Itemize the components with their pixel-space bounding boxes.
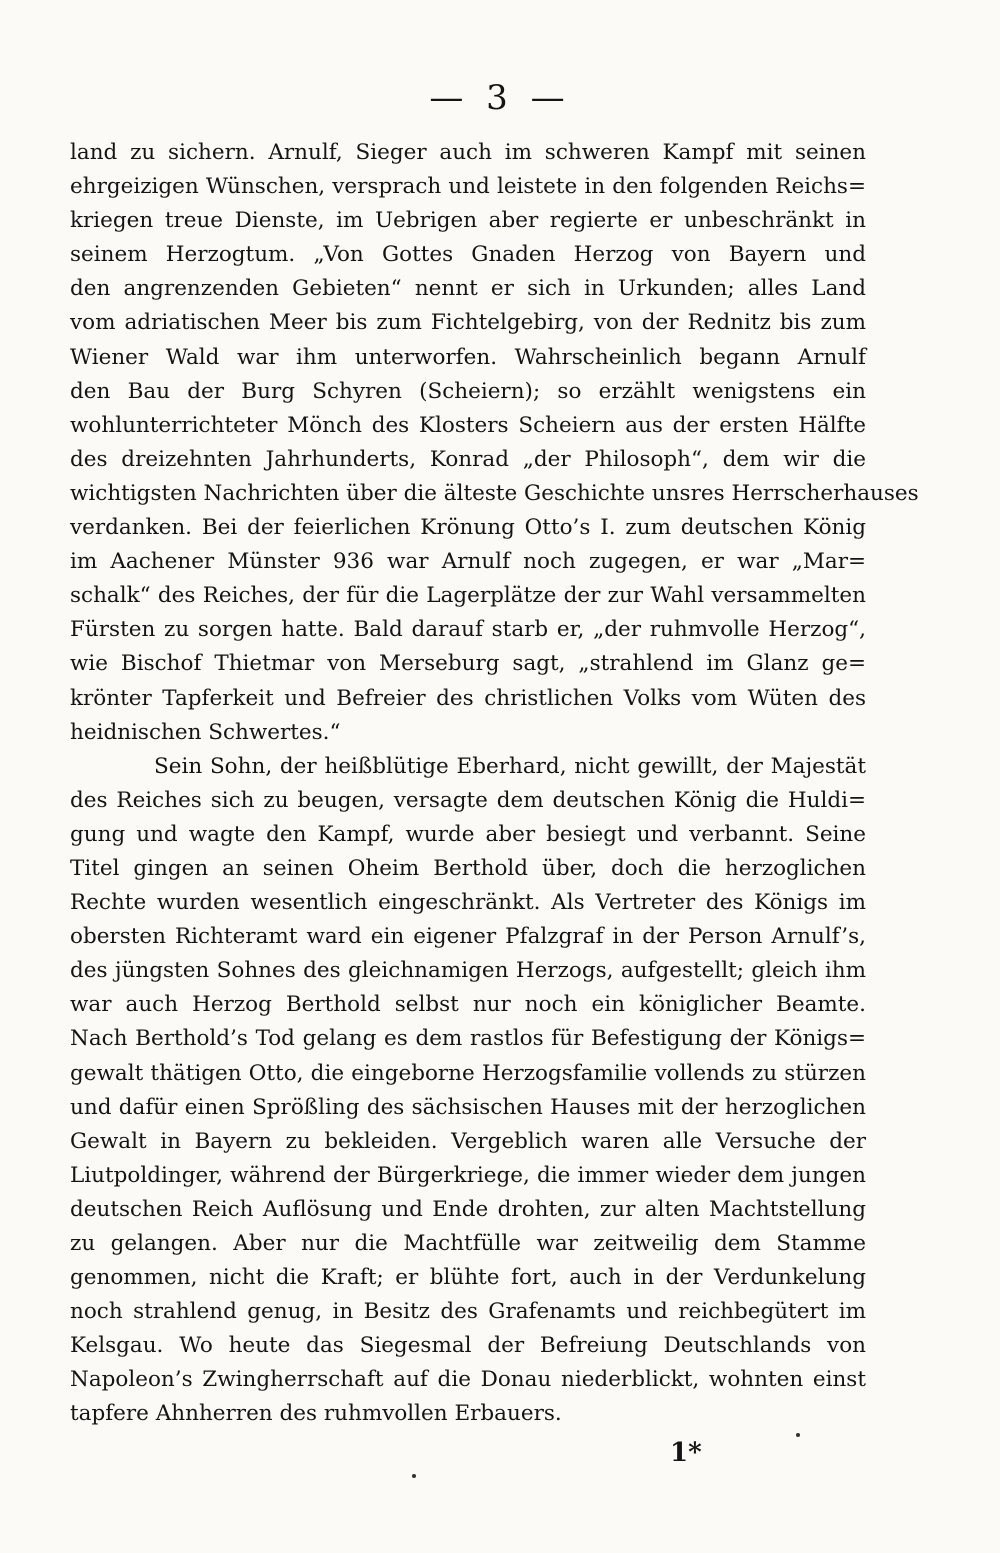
text-line: Kelsgau. Wo heute das Siegesmal der Befreiung Deutschlands von: [70, 1333, 866, 1359]
text-line: des Reiches sich zu beugen, versagte dem deutschen König die Huldi=: [70, 787, 866, 813]
text-line: Titel gingen an seinen Oheim Berthold über, doch die herzoglichen: [70, 855, 866, 881]
text-line: im Aachener Münster 936 war Arnulf noch zugegen, er war „Mar=: [70, 549, 866, 575]
page-number: — 3 —: [429, 78, 571, 118]
signature-mark: 1*: [670, 1438, 702, 1468]
text-line: wichtigsten Nachrichten über die älteste Geschichte unsres Herrscherhauses: [70, 480, 919, 506]
text-line: den angrenzenden Gebieten“ nennt er sich in Urkunden; alles Land: [70, 276, 866, 302]
text-line: den Bau der Burg Schyren (Scheiern); so erzählt wenigstens ein: [70, 378, 866, 404]
body-text: [70, 136, 919, 1432]
paragraph-1: [70, 136, 919, 750]
text-line: und dafür einen Sprößling des sächsischen Hauses mit der herzoglichen: [70, 1094, 866, 1120]
text-line: wohlunterrichteter Mönch des Klosters Scheiern aus der ersten Hälfte: [70, 412, 866, 438]
text-line: Rechte wurden wesentlich eingeschränkt. Als Vertreter des Königs im: [70, 890, 866, 916]
text-line: ehrgeizigen Wünschen, versprach und leistete in den folgenden Reichs=: [70, 174, 866, 200]
text-line: kriegen treue Dienste, im Uebrigen aber regierte er unbeschränkt in: [70, 208, 866, 234]
text-line: zu gelangen. Aber nur die Machtfülle war zeitweilig dem Stamme: [70, 1231, 866, 1256]
text-line: gewalt thätigen Otto, die eingeborne Herzogsfamilie vollends zu stürzen: [70, 1060, 866, 1086]
text-line: vom adriatischen Meer bis zum Fichtelgebirg, von der Rednitz bis zum: [70, 310, 866, 336]
text-line: war auch Herzog Berthold selbst nur noch ein königlicher Beamte.: [70, 992, 866, 1018]
text-line: des dreizehnten Jahrhunderts, Konrad „der Philosoph“, dem wir die: [70, 446, 866, 472]
text-line: land zu sichern. Arnulf, Sieger auch im schweren Kampf mit seinen: [70, 140, 866, 165]
text-line: tapfere Ahnherren des ruhmvollen Erbauers.: [70, 1401, 562, 1427]
text-line: Liutpoldinger, während der Bürgerkriege, die immer wieder dem jungen: [70, 1162, 866, 1188]
print-speck: [796, 1433, 800, 1437]
text-line: Nach Berthold’s Tod gelang es dem rastlos für Befestigung der Königs=: [70, 1026, 866, 1052]
text-line: krönter Tapferkeit und Befreier des christlichen Volks vom Wüten des: [70, 685, 866, 711]
text-line: gung und wagte den Kampf, wurde aber besiegt und verbannt. Seine: [70, 821, 866, 847]
print-speck: [412, 1474, 416, 1478]
text-line: genommen, nicht die Kraft; er blühte fort, auch in der Verdunkelung: [70, 1265, 866, 1291]
text-line: verdanken. Bei der feierlichen Krönung Otto’s I. zum deutschen König: [70, 515, 866, 541]
text-line: Wiener Wald war ihm unterworfen. Wahrscheinlich begann Arnulf: [70, 344, 866, 370]
text-line: wie Bischof Thietmar von Merseburg sagt, „strahlend im Glanz ge=: [70, 651, 866, 677]
text-line: Napoleon’s Zwingherrschaft auf die Donau niederblickt, wohnten einst: [70, 1367, 866, 1393]
text-line: Fürsten zu sorgen hatte. Bald darauf starb er, „der ruhmvolle Herzog“,: [70, 617, 866, 643]
text-line: Gewalt in Bayern zu bekleiden. Vergeblich waren alle Versuche der: [70, 1128, 866, 1154]
text-line: deutschen Reich Auflösung und Ende drohten, zur alten Machtstellung: [70, 1196, 866, 1222]
text-line: heidnischen Schwertes.“: [70, 719, 341, 745]
text-line: noch strahlend genug, in Besitz des Grafenamts und reichbegütert im: [70, 1299, 866, 1325]
text-line: seinem Herzogtum. „Von Gottes Gnaden Herzog von Bayern und: [70, 242, 866, 268]
paragraph-2: [70, 750, 866, 1432]
text-line: obersten Richteramt ward ein eigener Pfalzgraf in der Person Arnulf’s,: [70, 924, 866, 950]
text-line: schalk“ des Reiches, der für die Lagerplätze der zur Wahl versammelten: [70, 583, 866, 609]
text-line: Sein Sohn, der heißblütige Eberhard, nicht gewillt, der Majestät: [154, 753, 866, 779]
text-line: des jüngsten Sohnes des gleichnamigen Herzogs, aufgestellt; gleich ihm: [70, 958, 866, 984]
